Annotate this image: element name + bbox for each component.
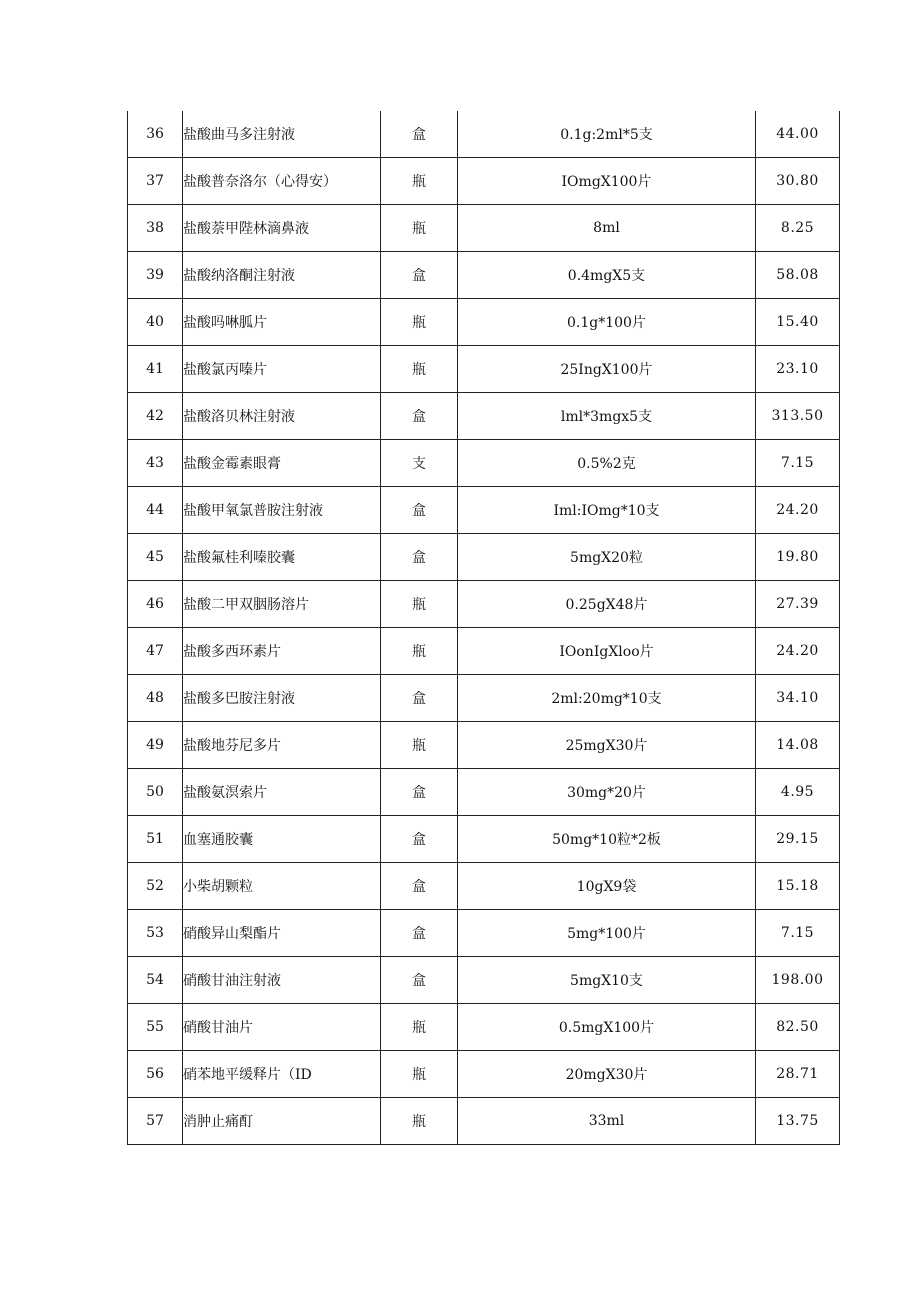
price-cell: 15.40 — [756, 299, 840, 346]
price-cell: 7.15 — [756, 440, 840, 487]
table-row — [128, 252, 840, 299]
specification-cell: 0.5%2克 — [458, 440, 756, 487]
price-cell: 198.00 — [756, 957, 840, 1004]
specification-cell: lml*3mgx5支 — [458, 393, 756, 440]
table-row — [128, 299, 840, 346]
row-number-cell: 49 — [128, 722, 183, 769]
table-row — [128, 863, 840, 910]
price-cell: 58.08 — [756, 252, 840, 299]
drug-name-cell: 盐酸吗啉胍片 — [183, 299, 381, 346]
package-unit-cell: 瓶 — [381, 628, 458, 675]
price-cell: 7.15 — [756, 910, 840, 957]
drug-name-cell: 盐酸氯丙嗪片 — [183, 346, 381, 393]
drug-name-cell: 盐酸氟桂利嗪胶囊 — [183, 534, 381, 581]
row-number-cell: 42 — [128, 393, 183, 440]
specification-cell: 0.5mgX100片 — [458, 1004, 756, 1051]
specification-cell: IOmgX100片 — [458, 158, 756, 205]
price-cell: 27.39 — [756, 581, 840, 628]
drug-name-cell: 盐酸多西环素片 — [183, 628, 381, 675]
price-cell: 4.95 — [756, 769, 840, 816]
specification-cell: 5mg*100片 — [458, 910, 756, 957]
package-unit-cell: 瓶 — [381, 581, 458, 628]
specification-cell: 10gX9袋 — [458, 863, 756, 910]
drug-name-cell: 硝酸甘油注射液 — [183, 957, 381, 1004]
package-unit-cell: 盒 — [381, 957, 458, 1004]
table-row — [128, 440, 840, 487]
specification-cell: 25IngX100片 — [458, 346, 756, 393]
row-number-cell: 54 — [128, 957, 183, 1004]
drug-name-cell: 盐酸萘甲陛林滴鼻液 — [183, 205, 381, 252]
table-row — [128, 111, 840, 158]
table-row — [128, 910, 840, 957]
table-row — [128, 346, 840, 393]
package-unit-cell: 盒 — [381, 769, 458, 816]
price-cell: 82.50 — [756, 1004, 840, 1051]
price-cell: 30.80 — [756, 158, 840, 205]
drug-name-cell: 盐酸普奈洛尔（心得安） — [183, 158, 381, 205]
package-unit-cell: 瓶 — [381, 299, 458, 346]
price-cell: 15.18 — [756, 863, 840, 910]
specification-cell: 0.1g*100片 — [458, 299, 756, 346]
table-row — [128, 675, 840, 722]
row-number-cell: 41 — [128, 346, 183, 393]
row-number-cell: 40 — [128, 299, 183, 346]
drug-name-cell: 盐酸二甲双胭肠溶片 — [183, 581, 381, 628]
package-unit-cell: 盒 — [381, 863, 458, 910]
package-unit-cell: 瓶 — [381, 205, 458, 252]
row-number-cell: 56 — [128, 1051, 183, 1098]
package-unit-cell: 盒 — [381, 252, 458, 299]
specification-cell: 8ml — [458, 205, 756, 252]
row-number-cell: 38 — [128, 205, 183, 252]
price-cell: 24.20 — [756, 487, 840, 534]
table-row — [128, 628, 840, 675]
table-row — [128, 393, 840, 440]
package-unit-cell: 瓶 — [381, 346, 458, 393]
table-row — [128, 1098, 840, 1145]
table-row — [128, 816, 840, 863]
row-number-cell: 39 — [128, 252, 183, 299]
row-number-cell: 44 — [128, 487, 183, 534]
package-unit-cell: 瓶 — [381, 722, 458, 769]
specification-cell: 0.25gX48片 — [458, 581, 756, 628]
drug-name-cell: 盐酸洛贝林注射液 — [183, 393, 381, 440]
row-number-cell: 52 — [128, 863, 183, 910]
package-unit-cell: 瓶 — [381, 1098, 458, 1145]
drug-name-cell: 盐酸曲马多注射液 — [183, 111, 381, 158]
table-row — [128, 1051, 840, 1098]
package-unit-cell: 瓶 — [381, 1004, 458, 1051]
package-unit-cell: 盒 — [381, 534, 458, 581]
table-row — [128, 581, 840, 628]
drug-name-cell: 消肿止痛酊 — [183, 1098, 381, 1145]
specification-cell: 5mgX10支 — [458, 957, 756, 1004]
table-row — [128, 158, 840, 205]
package-unit-cell: 盒 — [381, 675, 458, 722]
drug-name-cell: 盐酸纳洛酮注射液 — [183, 252, 381, 299]
specification-cell: IOonIgXloo片 — [458, 628, 756, 675]
table-row — [128, 1004, 840, 1051]
specification-cell: 30mg*20片 — [458, 769, 756, 816]
package-unit-cell: 盒 — [381, 487, 458, 534]
drug-name-cell: 盐酸多巴胺注射液 — [183, 675, 381, 722]
package-unit-cell: 盒 — [381, 816, 458, 863]
package-unit-cell: 瓶 — [381, 158, 458, 205]
table-row — [128, 769, 840, 816]
package-unit-cell: 盒 — [381, 393, 458, 440]
row-number-cell: 53 — [128, 910, 183, 957]
specification-cell: 2ml:20mg*10支 — [458, 675, 756, 722]
price-cell: 28.71 — [756, 1051, 840, 1098]
drug-name-cell: 血塞通胶囊 — [183, 816, 381, 863]
drug-name-cell: 小柴胡颗粒 — [183, 863, 381, 910]
drug-name-cell: 盐酸甲氧氯普胺注射液 — [183, 487, 381, 534]
row-number-cell: 47 — [128, 628, 183, 675]
price-cell: 24.20 — [756, 628, 840, 675]
package-unit-cell: 盒 — [381, 910, 458, 957]
row-number-cell: 50 — [128, 769, 183, 816]
drug-name-cell: 硝酸甘油片 — [183, 1004, 381, 1051]
price-cell: 29.15 — [756, 816, 840, 863]
package-unit-cell: 支 — [381, 440, 458, 487]
drug-price-table — [127, 111, 840, 1145]
specification-cell: 50mg*10粒*2板 — [458, 816, 756, 863]
table-row — [128, 957, 840, 1004]
package-unit-cell: 盒 — [381, 111, 458, 158]
row-number-cell: 45 — [128, 534, 183, 581]
row-number-cell: 46 — [128, 581, 183, 628]
specification-cell: 0.4mgX5支 — [458, 252, 756, 299]
table-row — [128, 534, 840, 581]
drug-name-cell: 盐酸氨溟索片 — [183, 769, 381, 816]
row-number-cell: 57 — [128, 1098, 183, 1145]
row-number-cell: 48 — [128, 675, 183, 722]
row-number-cell: 51 — [128, 816, 183, 863]
specification-cell: 25mgX30片 — [458, 722, 756, 769]
row-number-cell: 43 — [128, 440, 183, 487]
drug-name-cell: 盐酸金霉素眼膏 — [183, 440, 381, 487]
table-row — [128, 487, 840, 534]
specification-cell: 5mgX20粒 — [458, 534, 756, 581]
price-cell: 23.10 — [756, 346, 840, 393]
price-cell: 8.25 — [756, 205, 840, 252]
drug-name-cell: 盐酸地芬尼多片 — [183, 722, 381, 769]
price-cell: 13.75 — [756, 1098, 840, 1145]
specification-cell: Iml:IOmg*10支 — [458, 487, 756, 534]
row-number-cell: 37 — [128, 158, 183, 205]
package-unit-cell: 瓶 — [381, 1051, 458, 1098]
price-cell: 14.08 — [756, 722, 840, 769]
table-row — [128, 205, 840, 252]
drug-name-cell: 硝酸异山梨酯片 — [183, 910, 381, 957]
price-cell: 19.80 — [756, 534, 840, 581]
specification-cell: 33ml — [458, 1098, 756, 1145]
table-row — [128, 722, 840, 769]
price-cell: 34.10 — [756, 675, 840, 722]
table-body — [128, 111, 840, 1145]
price-cell: 44.00 — [756, 111, 840, 158]
specification-cell: 20mgX30片 — [458, 1051, 756, 1098]
drug-name-cell: 硝苯地平缓释片（ID — [183, 1051, 381, 1098]
row-number-cell: 55 — [128, 1004, 183, 1051]
row-number-cell: 36 — [128, 111, 183, 158]
price-cell: 313.50 — [756, 393, 840, 440]
specification-cell: 0.1g:2ml*5支 — [458, 111, 756, 158]
